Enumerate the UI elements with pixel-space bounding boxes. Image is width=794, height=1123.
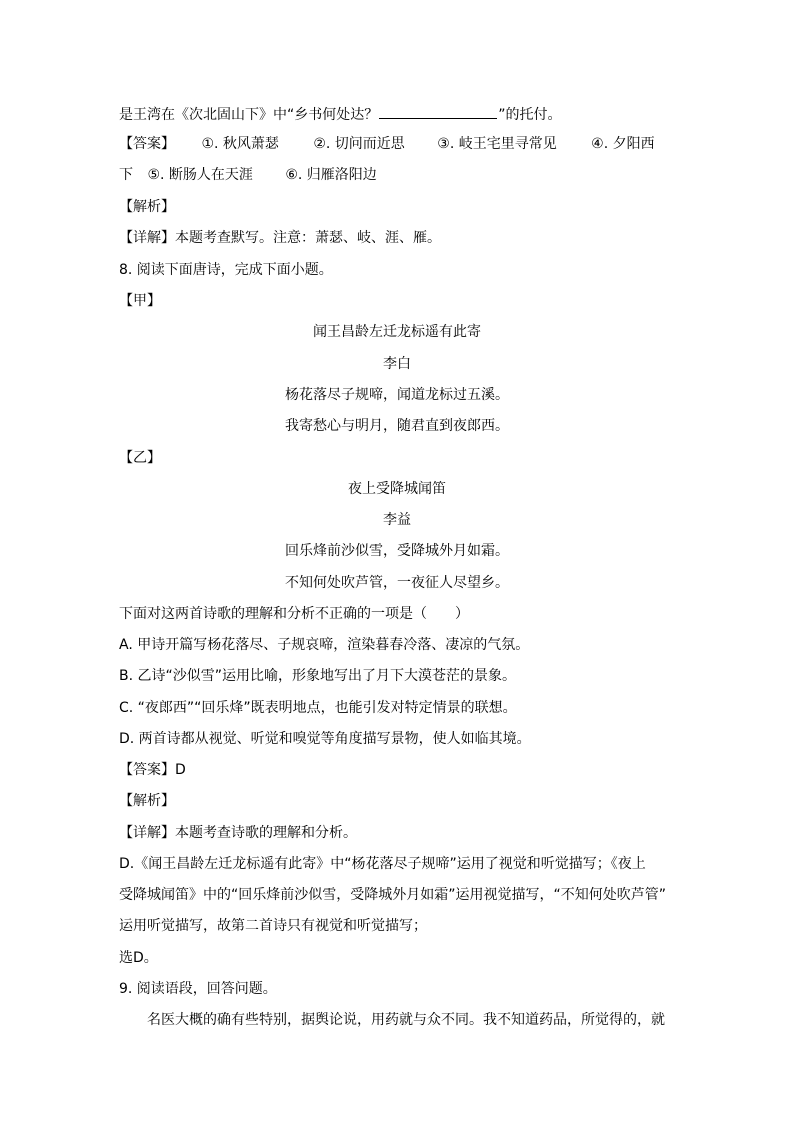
answer-item: ④. 夕阳西 xyxy=(591,136,655,152)
option-d: D. 两首诗都从视觉、听觉和嗅觉等角度描写景物，使人如临其境。 xyxy=(119,731,531,747)
explanation-line: 选D。 xyxy=(119,950,158,966)
answer-item: ①. 秋风萧瑟 xyxy=(201,136,279,152)
answer-label: 【答案】 xyxy=(119,136,175,152)
poem1-line: 我寄愁心与明月，随君直到夜郎西。 xyxy=(285,418,509,434)
passage-paragraph: 名医大概的确有些特别，据舆论说，用药就与众不同。我不知道药品，所觉得的，就 xyxy=(147,1012,665,1028)
poem2-title: 夜上受降城闻笛 xyxy=(348,481,446,497)
answer-item-cont: 下 xyxy=(119,167,133,183)
poem1-line: 杨花落尽子规啼，闻道龙标过五溪。 xyxy=(285,387,509,403)
fill-blank-line xyxy=(119,104,562,124)
option-b: B. 乙诗“沙似雪”运用比喻，形象地写出了月下大漠苍茫的景象。 xyxy=(119,668,517,684)
detail-explanation-2: 【详解】本题考查诗歌的理解和分析。 xyxy=(119,825,357,841)
answer-item: ⑤. 断肠人在天涯 xyxy=(147,167,253,183)
poem2-line: 不知何处吹芦管，一夜征人尽望乡。 xyxy=(285,575,509,591)
answer-item: ②. 切问而近思 xyxy=(313,136,405,152)
question-9: 9. 阅读语段，回答问题。 xyxy=(119,981,277,997)
answer-item: ⑥. 归雁洛阳边 xyxy=(285,167,377,183)
question-stem: 下面对这两首诗歌的理解和分析不正确的一项是（ ） xyxy=(119,606,469,622)
option-a: A. 甲诗开篇写杨花落尽、子规哀啼，渲染暮春冷落、凄凉的气氛。 xyxy=(119,637,530,653)
poem1-author: 李白 xyxy=(383,356,411,372)
poem-label-jia: 【甲】 xyxy=(119,293,161,309)
poem-label-yi: 【乙】 xyxy=(119,450,161,466)
answer-line xyxy=(119,135,655,153)
text-segment: ”的托付。 xyxy=(498,107,562,123)
answer-blank xyxy=(379,104,497,119)
poem2-author: 李益 xyxy=(383,512,411,528)
text-segment: 是王湾在《次北固山下》中“乡书何处达？ xyxy=(119,107,379,123)
answer-line-cont xyxy=(119,166,377,184)
explanation-line: D.《闻王昌龄左迁龙标遥有此寄》中“杨花落尽子规啼”运用了视觉和听觉描写；《夜上 xyxy=(119,856,646,872)
poem2-line: 回乐烽前沙似雪，受降城外月如霜。 xyxy=(285,543,509,559)
analysis-label-2: 【解析】 xyxy=(119,793,175,809)
option-c: C. “夜郎西”“回乐烽”既表明地点，也能引发对特定情景的联想。 xyxy=(119,700,517,716)
explanation-line: 运用听觉描写，故第二首诗只有视觉和听觉描写； xyxy=(119,918,427,934)
analysis-label: 【解析】 xyxy=(119,199,175,215)
answer-item: ③. 岐王宅里寻常见 xyxy=(437,136,557,152)
answer-label-2: 【答案】D xyxy=(119,762,186,778)
explanation-line: 受降城闻笛》中的“回乐烽前沙似雪，受降城外月如霜”运用视觉描写，“不知何处吹芦管” xyxy=(119,887,667,903)
question-8: 8. 阅读下面唐诗，完成下面小题。 xyxy=(119,262,333,278)
detail-explanation: 【详解】本题考查默写。注意：萧瑟、岐、涯、雁。 xyxy=(119,230,441,246)
poem1-title: 闻王昌龄左迁龙标遥有此寄 xyxy=(313,324,481,340)
